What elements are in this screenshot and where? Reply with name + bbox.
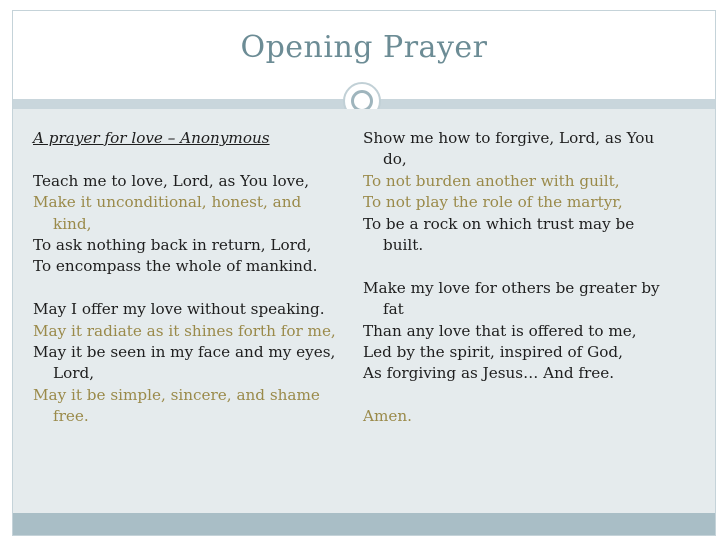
content-panel xyxy=(13,109,715,513)
prayer-line: Than any love that is offered to me, xyxy=(363,321,637,340)
prayer-line: Show me how to forgive, Lord, as You xyxy=(363,129,655,147)
prayer-line: To not play the role of the martyr, xyxy=(363,193,623,212)
prayer-line: Teach me to love, Lord, as You love, xyxy=(33,171,310,190)
prayer-line: built. xyxy=(383,236,424,255)
prayer-line: To not burden another with guilt, xyxy=(363,171,620,190)
slide-title: Opening Prayer xyxy=(240,30,488,65)
prayer-line: Led by the spirit, inspired of God, xyxy=(363,343,623,362)
right-column xyxy=(363,128,703,428)
prayer-line: To be a rock on which trust may be xyxy=(363,214,635,233)
spacer xyxy=(33,278,363,299)
prayer-line: Make it unconditional, honest, and xyxy=(33,193,302,212)
prayer-line: To ask nothing back in return, Lord, xyxy=(33,236,312,255)
prayer-line: To encompass the whole of mankind. xyxy=(33,257,318,276)
prayer-line: do, xyxy=(383,150,407,169)
prayer-line: free. xyxy=(53,407,89,426)
prayer-line: fat xyxy=(383,300,404,319)
prayer-amen: Amen. xyxy=(363,407,412,426)
prayer-line: May it be simple, sincere, and shame xyxy=(33,385,320,404)
footer-band xyxy=(13,513,715,535)
prayer-line: Make my love for others be greater by xyxy=(363,278,660,297)
prayer-line: Lord, xyxy=(53,364,95,383)
prayer-line: As forgiving as Jesus… And free. xyxy=(363,364,615,383)
prayer-heading: A prayer for love – Anonymous xyxy=(33,129,270,147)
spacer xyxy=(33,149,363,170)
left-column xyxy=(33,128,363,428)
spacer xyxy=(363,385,703,406)
prayer-line: kind, xyxy=(53,214,92,233)
spacer xyxy=(363,256,703,277)
prayer-line: May it radiate as it shines forth for me, xyxy=(33,321,336,340)
prayer-line: May I offer my love without speaking. xyxy=(33,300,325,319)
prayer-line: May it be seen in my face and my eyes, xyxy=(33,343,336,362)
